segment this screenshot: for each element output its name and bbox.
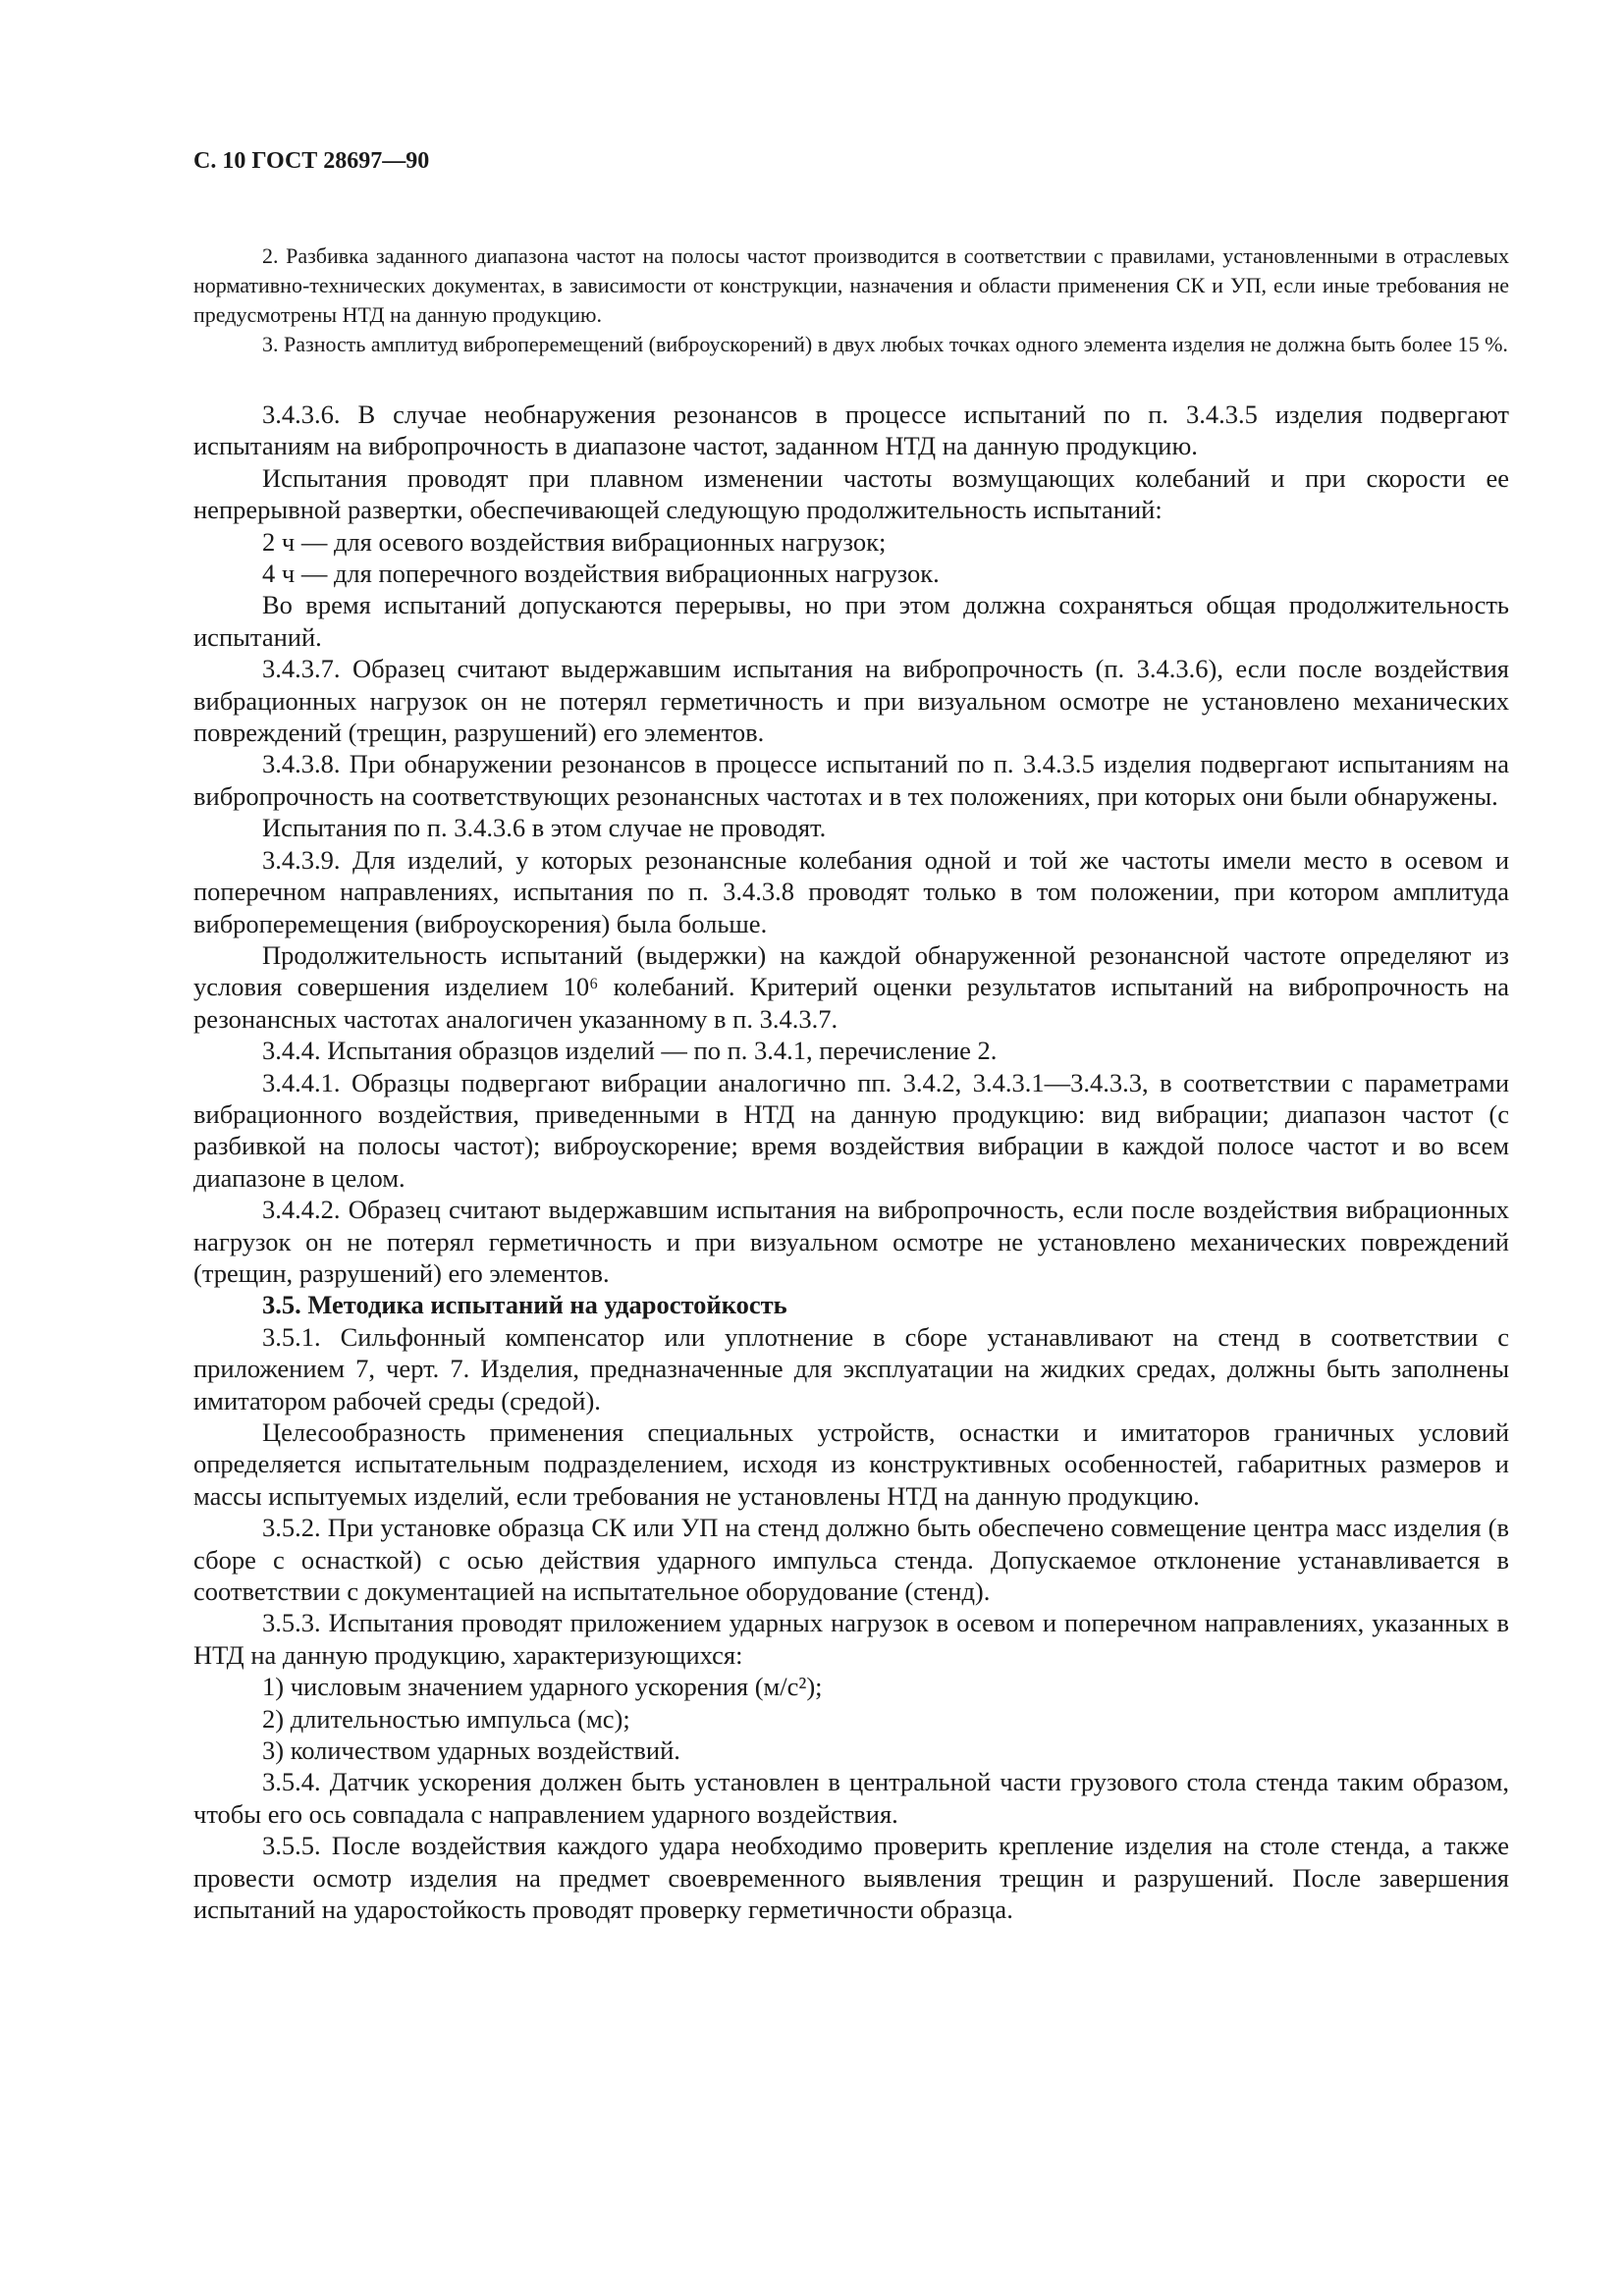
body-paragraph: 4 ч — для поперечного воздействия вибрационных нагрузок. bbox=[262, 559, 940, 589]
document-page bbox=[193, 147, 1509, 1926]
body-text bbox=[193, 399, 1509, 1926]
body-paragraph: Целесообразность применения специальных устройств, оснастки и имитаторов граничных условий определяется испытательным подразделением, исходя из конструктивных особенностей, габаритных размеров и массы испытуемых изделий, если требования не установлены НТД на данную продукцию. bbox=[193, 1417, 1509, 1511]
body-paragraph: 3.5.2. При установке образца СК или УП на стенд должно быть обеспечено совмещение центра масс изделия (в сборе с оснасткой) с осью действия ударного импульса стенда. Допускаемое отклонение устанавливается в соответствии с документацией на испытательное оборудование (стенд). bbox=[193, 1513, 1509, 1607]
body-paragraph: 3.4.3.7. Образец считают выдержавшим испытания на вибропрочность (п. 3.4.3.6), если после воздействия вибрационных нагрузок он не потерял герметичность и при визуальном осмотре не установлено механических повреждений (трещин, разрушений) его элементов. bbox=[193, 654, 1509, 748]
body-paragraph: 3.5.3. Испытания проводят приложением ударных нагрузок в осевом и поперечном направлениях, указанных в НТД на данную продукцию, характеризующихся: bbox=[193, 1608, 1509, 1670]
note-paragraph: 3. Разность амплитуд виброперемещений (виброускорений) в двух любых точках одного элемента изделия не должна быть более 15 %. bbox=[262, 332, 1508, 356]
body-paragraph: 3.5.4. Датчик ускорения должен быть установлен в центральной части грузового стола стенда таким образом, чтобы его ось совпадала с направлением ударного воздействия. bbox=[193, 1767, 1509, 1829]
note-paragraph: 2. Разбивка заданного диапазона частот на полосы частот производится в соответствии с правилами, установленными в отраслевых нормативно-технических документах, в зависимости от конструкции, назначения и области применения СК и УП, если иные требования не предусмотрены НТД на данную продукцию. bbox=[193, 243, 1509, 327]
body-paragraph: Испытания по п. 3.4.3.6 в этом случае не проводят. bbox=[262, 813, 827, 843]
page-header: С. 10 ГОСТ 28697—90 bbox=[193, 148, 430, 174]
body-paragraph: 2 ч — для осевого воздействия вибрационных нагрузок; bbox=[262, 526, 887, 557]
body-paragraph: 1) числовым значением ударного ускорения (м/с²); bbox=[262, 1672, 823, 1702]
body-paragraph: 3.4.3.9. Для изделий, у которых резонансные колебания одной и той же частоты имели место в осевом и поперечном направлениях, испытания по п. 3.4.3.8 проводят только в том положении, при котором амплитуда виброперемещения (виброускорения) была больше. bbox=[193, 844, 1509, 938]
body-paragraph: Испытания проводят при плавном изменении частоты возмущающих колебаний и при скорости ее непрерывной развертки, обеспечивающей следующую продолжительность испытаний: bbox=[193, 462, 1509, 525]
notes-block bbox=[193, 241, 1509, 359]
section-heading: 3.5. Методика испытаний на ударостойкость bbox=[262, 1290, 787, 1320]
body-paragraph: 2) длительностью импульса (мс); bbox=[262, 1703, 630, 1734]
body-paragraph: 3.4.3.8. При обнаружении резонансов в процессе испытаний по п. 3.4.3.5 изделия подвергают испытаниям на вибропрочность на соответствующих резонансных частотах и в тех положениях, при которых они были обнаружены. bbox=[193, 749, 1509, 811]
body-paragraph: 3.5.5. После воздействия каждого удара необходимо проверить крепление изделия на столе стенда, а также провести осмотр изделия на предмет своевременного выявления трещин и разрушений. После завершения испытаний на ударостойкость проводят проверку герметичности образца. bbox=[193, 1831, 1509, 1925]
body-paragraph: 3.5.1. Сильфонный компенсатор или уплотнение в сборе устанавливают на стенд в соответствии с приложением 7, черт. 7. Изделия, предназначенные для эксплуатации на жидких средах, должны быть заполнены имитатором рабочей среды (средой). bbox=[193, 1321, 1509, 1415]
body-paragraph: 3.4.4. Испытания образцов изделий — по п. 3.4.1, перечисление 2. bbox=[262, 1036, 998, 1066]
body-paragraph: Во время испытаний допускаются перерывы, но при этом должна сохраняться общая продолжительность испытаний. bbox=[193, 590, 1509, 652]
body-paragraph: 3.4.4.1. Образцы подвергают вибрации аналогично пп. 3.4.2, 3.4.3.1—3.4.3.3, в соответствии с параметрами вибрационного воздействия, приведенными в НТД на данную продукцию: вид вибрации; диапазон частот (с разбивкой на полосы частот); виброускорение; время воздействия вибрации в каждой полосе частот и во всем диапазоне в целом. bbox=[193, 1067, 1509, 1193]
body-paragraph: 3.4.3.6. В случае необнаружения резонансов в процессе испытаний по п. 3.4.3.5 изделия подвергают испытаниям на вибропрочность в диапазоне частот, заданном НТД на данную продукцию. bbox=[193, 400, 1509, 461]
body-paragraph: 3) количеством ударных воздействий. bbox=[262, 1735, 680, 1766]
body-paragraph: Продолжительность испытаний (выдержки) на каждой обнаруженной резонансной частоте определяют из условия совершения изделием 10⁶ колебаний. Критерий оценки результатов испытаний на вибропрочность на резонансных частотах аналогичен указанному в п. 3.4.3.7. bbox=[193, 939, 1509, 1034]
body-paragraph: 3.4.4.2. Образец считают выдержавшим испытания на вибропрочность, если после воздействия вибрационных нагрузок он не потерял герметичность и при визуальном осмотре не установлено механических повреждений (трещин, разрушений) его элементов. bbox=[193, 1195, 1509, 1288]
